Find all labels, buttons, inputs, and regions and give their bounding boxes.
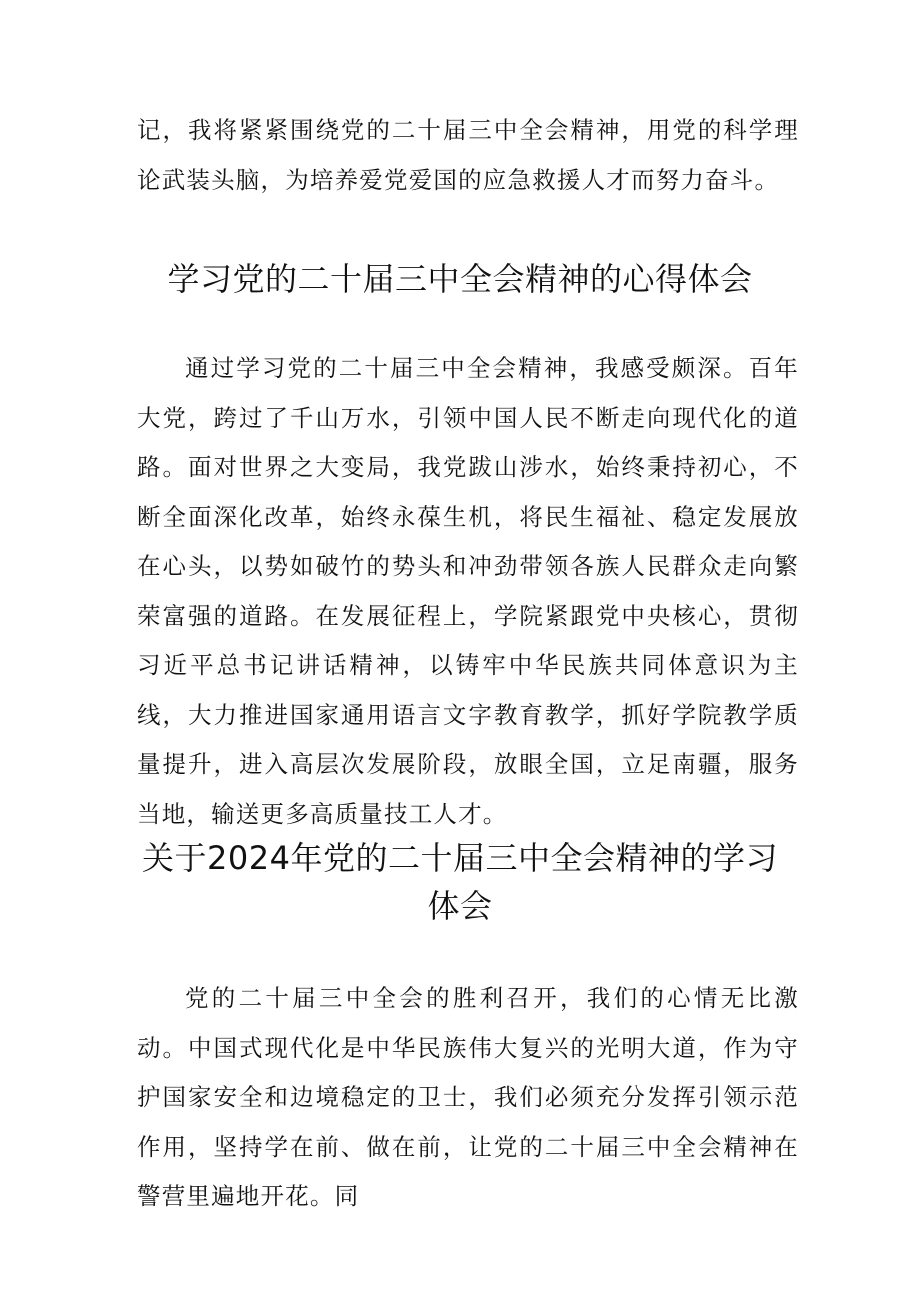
section-heading-1: 学习党的二十届三中全会精神的心得体会 [167, 260, 753, 298]
body-paragraph-continued: 记，我将紧紧围绕党的二十届三中全会精神，用党的科学理论武装头脑，为培养爱党爱国的应急救援人才而努力奋斗。 [137, 116, 799, 194]
body-paragraph-3: 党的二十届三中全会的胜利召开，我们的心情无比激动。中国式现代化是中华民族伟大复兴的光明大道，作为守护国家安全和边境稳定的卫士，我们必须充分发挥引领示范作用，坚持学在前、做在前，让党的二十届三中全会精神在警营里遍地开花。同 [137, 984, 799, 1210]
section-heading-2: 关于2024年党的二十届三中全会精神的学习体会 [142, 839, 778, 925]
body-paragraph-2: 通过学习党的二十届三中全会精神，我感受颇深。百年大党，跨过了千山万水，引领中国人民不断走向现代化的道路。面对世界之大变局，我党跋山涉水，始终秉持初心，不断全面深化改革，始终永葆生机，将民生福祉、稳定发展放在心头，以势如破竹的势头和冲劲带领各族人民群众走向繁荣富强的道路。在发展征程上，学院紧跟党中央核心，贯彻习近平总书记讲话精神，以铸牢中华民族共同体意识为主线，大力推进国家通用语言文字教育教学，抓好学院教学质量提升，进入高层次发展阶段，放眼全国，立足南疆，服务当地，输送更多高质量技工人才。 [137, 354, 799, 828]
